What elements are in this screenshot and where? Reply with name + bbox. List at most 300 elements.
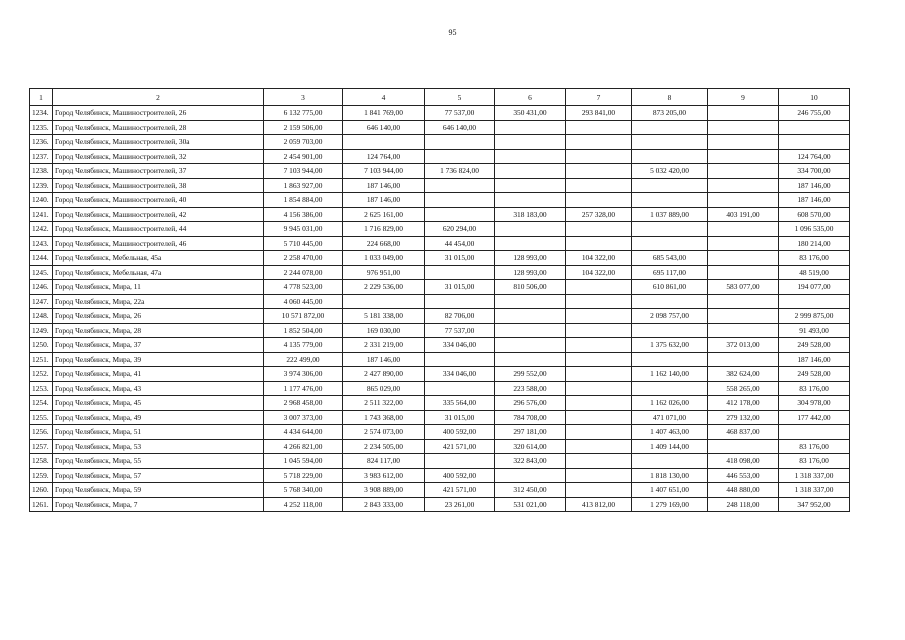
value-cell [708, 323, 779, 338]
address-cell: Город Челябинск, Мира, 51 [53, 425, 264, 440]
value-cell: 1 162 140,00 [632, 367, 708, 382]
value-cell [495, 193, 566, 208]
value-cell [708, 193, 779, 208]
value-cell [708, 251, 779, 266]
row-number-cell: 1239. [30, 178, 53, 193]
value-cell: 334 700,00 [779, 164, 850, 179]
address-cell: Город Челябинск, Машиностроителей, 26 [53, 106, 264, 121]
value-cell: 347 952,00 [779, 497, 850, 512]
value-cell: 248 118,00 [708, 497, 779, 512]
table-row [30, 164, 850, 179]
address-cell: Город Челябинск, Мебельная, 47а [53, 265, 264, 280]
row-number-cell: 1251. [30, 352, 53, 367]
value-cell [566, 294, 632, 309]
value-cell [425, 352, 495, 367]
value-cell: 2 843 333,00 [343, 497, 425, 512]
value-cell [708, 135, 779, 150]
value-cell: 2 059 703,00 [264, 135, 343, 150]
value-cell: 382 624,00 [708, 367, 779, 382]
value-cell [566, 323, 632, 338]
value-cell [632, 120, 708, 135]
value-cell: 1 736 824,00 [425, 164, 495, 179]
value-cell [708, 236, 779, 251]
value-cell: 2 511 322,00 [343, 396, 425, 411]
column-header-1: 1 [30, 89, 53, 106]
value-cell: 2 625 161,00 [343, 207, 425, 222]
value-cell: 320 614,00 [495, 439, 566, 454]
value-cell: 180 214,00 [779, 236, 850, 251]
value-cell [779, 294, 850, 309]
row-number-cell: 1246. [30, 280, 53, 295]
value-cell: 9 945 031,00 [264, 222, 343, 237]
row-number-cell: 1235. [30, 120, 53, 135]
value-cell: 169 030,00 [343, 323, 425, 338]
table-row [30, 338, 850, 353]
value-cell [632, 236, 708, 251]
value-cell: 400 592,00 [425, 425, 495, 440]
address-cell: Город Челябинск, Мира, 57 [53, 468, 264, 483]
value-cell: 4 778 523,00 [264, 280, 343, 295]
value-cell: 4 156 386,00 [264, 207, 343, 222]
value-cell: 1 037 889,00 [632, 207, 708, 222]
address-cell: Город Челябинск, Мира, 28 [53, 323, 264, 338]
address-cell: Город Челябинск, Мира, 43 [53, 381, 264, 396]
value-cell: 413 812,00 [566, 497, 632, 512]
address-cell: Город Челябинск, Мира, 7 [53, 497, 264, 512]
address-cell: Город Челябинск, Машиностроителей, 32 [53, 149, 264, 164]
value-cell: 1 818 130,00 [632, 468, 708, 483]
row-number-cell: 1256. [30, 425, 53, 440]
row-number-cell: 1236. [30, 135, 53, 150]
value-cell: 279 132,00 [708, 410, 779, 425]
value-cell [708, 178, 779, 193]
value-cell: 249 528,00 [779, 338, 850, 353]
value-cell: 2 098 757,00 [632, 309, 708, 324]
value-cell: 810 506,00 [495, 280, 566, 295]
row-number-cell: 1258. [30, 454, 53, 469]
value-cell: 222 499,00 [264, 352, 343, 367]
value-cell [566, 222, 632, 237]
value-cell [566, 396, 632, 411]
value-cell: 187 146,00 [779, 178, 850, 193]
table-row [30, 135, 850, 150]
value-cell: 1 177 476,00 [264, 381, 343, 396]
value-cell: 2 159 506,00 [264, 120, 343, 135]
address-cell: Город Челябинск, Мира, 55 [53, 454, 264, 469]
table-row [30, 106, 850, 121]
row-number-cell: 1243. [30, 236, 53, 251]
table-row [30, 454, 850, 469]
value-cell: 350 431,00 [495, 106, 566, 121]
address-cell: Город Челябинск, Машиностроителей, 40 [53, 193, 264, 208]
value-cell: 31 015,00 [425, 251, 495, 266]
value-cell: 400 592,00 [425, 468, 495, 483]
value-cell: 412 178,00 [708, 396, 779, 411]
column-header-9: 9 [708, 89, 779, 106]
column-header-6: 6 [495, 89, 566, 106]
value-cell: 403 191,00 [708, 207, 779, 222]
table-row [30, 236, 850, 251]
value-cell: 334 046,00 [425, 367, 495, 382]
value-cell: 187 146,00 [343, 193, 425, 208]
value-cell: 83 176,00 [779, 251, 850, 266]
value-cell [425, 149, 495, 164]
row-number-cell: 1242. [30, 222, 53, 237]
value-cell: 418 098,00 [708, 454, 779, 469]
row-number-cell: 1244. [30, 251, 53, 266]
value-cell [779, 120, 850, 135]
row-number-cell: 1248. [30, 309, 53, 324]
table-row [30, 323, 850, 338]
value-cell: 4 060 445,00 [264, 294, 343, 309]
value-cell: 1 279 169,00 [632, 497, 708, 512]
row-number-cell: 1261. [30, 497, 53, 512]
value-cell: 1 409 144,00 [632, 439, 708, 454]
address-cell: Город Челябинск, Машиностроителей, 28 [53, 120, 264, 135]
value-cell: 334 046,00 [425, 338, 495, 353]
value-cell: 2 258 470,00 [264, 251, 343, 266]
address-cell: Город Челябинск, Машиностроителей, 30а [53, 135, 264, 150]
value-cell: 91 493,00 [779, 323, 850, 338]
table-row [30, 309, 850, 324]
value-cell: 446 553,00 [708, 468, 779, 483]
value-cell [566, 178, 632, 193]
value-cell [495, 120, 566, 135]
address-cell: Город Челябинск, Мира, 41 [53, 367, 264, 382]
value-cell: 471 071,00 [632, 410, 708, 425]
value-cell: 128 993,00 [495, 265, 566, 280]
value-cell [632, 352, 708, 367]
value-cell [495, 338, 566, 353]
value-cell: 2 234 505,00 [343, 439, 425, 454]
address-cell: Город Челябинск, Мира, 22а [53, 294, 264, 309]
row-number-cell: 1237. [30, 149, 53, 164]
value-cell [495, 468, 566, 483]
value-cell: 421 571,00 [425, 439, 495, 454]
value-cell: 1 375 632,00 [632, 338, 708, 353]
value-cell: 177 442,00 [779, 410, 850, 425]
value-cell [708, 106, 779, 121]
value-cell: 2 331 219,00 [343, 338, 425, 353]
row-number-cell: 1245. [30, 265, 53, 280]
value-cell: 685 543,00 [632, 251, 708, 266]
value-cell [566, 164, 632, 179]
table-body [30, 106, 850, 512]
value-cell: 249 528,00 [779, 367, 850, 382]
row-number-cell: 1240. [30, 193, 53, 208]
value-cell: 77 537,00 [425, 323, 495, 338]
value-cell [632, 135, 708, 150]
value-cell: 1 743 368,00 [343, 410, 425, 425]
value-cell [425, 381, 495, 396]
value-cell: 3 983 612,00 [343, 468, 425, 483]
value-cell [708, 294, 779, 309]
value-cell: 299 552,00 [495, 367, 566, 382]
value-cell: 1 033 049,00 [343, 251, 425, 266]
address-cell: Город Челябинск, Машиностроителей, 42 [53, 207, 264, 222]
value-cell: 124 764,00 [343, 149, 425, 164]
table-row [30, 251, 850, 266]
value-cell [495, 294, 566, 309]
value-cell [495, 222, 566, 237]
value-cell [708, 265, 779, 280]
value-cell [632, 193, 708, 208]
value-cell: 3 007 373,00 [264, 410, 343, 425]
page-number: 95 [448, 28, 457, 37]
table-header-row [30, 89, 850, 106]
value-cell [566, 483, 632, 498]
value-cell: 44 454,00 [425, 236, 495, 251]
value-cell: 83 176,00 [779, 381, 850, 396]
value-cell: 695 117,00 [632, 265, 708, 280]
value-cell: 296 576,00 [495, 396, 566, 411]
row-number-cell: 1252. [30, 367, 53, 382]
table-row [30, 294, 850, 309]
value-cell [495, 236, 566, 251]
value-cell [495, 178, 566, 193]
row-number-cell: 1238. [30, 164, 53, 179]
table-row [30, 497, 850, 512]
value-cell: 1 318 337,00 [779, 468, 850, 483]
value-cell: 194 077,00 [779, 280, 850, 295]
value-cell: 31 015,00 [425, 280, 495, 295]
value-cell: 372 013,00 [708, 338, 779, 353]
column-header-8: 8 [632, 89, 708, 106]
value-cell: 2 427 890,00 [343, 367, 425, 382]
value-cell: 1 162 026,00 [632, 396, 708, 411]
value-cell [566, 425, 632, 440]
value-cell [495, 164, 566, 179]
row-number-cell: 1259. [30, 468, 53, 483]
value-cell: 257 328,00 [566, 207, 632, 222]
value-cell: 5 718 229,00 [264, 468, 343, 483]
value-cell: 5 768 340,00 [264, 483, 343, 498]
value-cell: 318 183,00 [495, 207, 566, 222]
value-cell: 2 244 078,00 [264, 265, 343, 280]
table-row [30, 120, 850, 135]
value-cell: 2 574 073,00 [343, 425, 425, 440]
address-cell: Город Челябинск, Машиностроителей, 37 [53, 164, 264, 179]
value-cell: 10 571 872,00 [264, 309, 343, 324]
table-row [30, 193, 850, 208]
value-cell: 48 519,00 [779, 265, 850, 280]
table-row [30, 280, 850, 295]
value-cell: 608 570,00 [779, 207, 850, 222]
data-table [29, 88, 850, 512]
value-cell: 5 032 420,00 [632, 164, 708, 179]
table-row [30, 396, 850, 411]
value-cell [708, 222, 779, 237]
table-row [30, 149, 850, 164]
value-cell [566, 439, 632, 454]
value-cell: 104 322,00 [566, 265, 632, 280]
address-cell: Город Челябинск, Мира, 45 [53, 396, 264, 411]
value-cell [343, 294, 425, 309]
value-cell [495, 149, 566, 164]
value-cell [566, 468, 632, 483]
value-cell [708, 439, 779, 454]
value-cell: 223 588,00 [495, 381, 566, 396]
value-cell: 976 951,00 [343, 265, 425, 280]
value-cell: 187 146,00 [343, 178, 425, 193]
address-cell: Город Челябинск, Мира, 53 [53, 439, 264, 454]
value-cell [495, 323, 566, 338]
value-cell: 31 015,00 [425, 410, 495, 425]
row-number-cell: 1247. [30, 294, 53, 309]
value-cell: 4 252 118,00 [264, 497, 343, 512]
row-number-cell: 1241. [30, 207, 53, 222]
value-cell [495, 135, 566, 150]
value-cell [566, 454, 632, 469]
value-cell [632, 149, 708, 164]
value-cell: 1 854 884,00 [264, 193, 343, 208]
value-cell [632, 294, 708, 309]
value-cell: 421 571,00 [425, 483, 495, 498]
value-cell: 873 205,00 [632, 106, 708, 121]
value-cell [566, 120, 632, 135]
value-cell [566, 309, 632, 324]
address-cell: Город Челябинск, Машиностроителей, 46 [53, 236, 264, 251]
row-number-cell: 1234. [30, 106, 53, 121]
row-number-cell: 1253. [30, 381, 53, 396]
value-cell [708, 309, 779, 324]
value-cell: 1 045 594,00 [264, 454, 343, 469]
value-cell: 646 140,00 [343, 120, 425, 135]
value-cell: 23 261,00 [425, 497, 495, 512]
value-cell: 865 029,00 [343, 381, 425, 396]
value-cell [425, 135, 495, 150]
value-cell [425, 454, 495, 469]
address-cell: Город Челябинск, Машиностроителей, 38 [53, 178, 264, 193]
value-cell: 1 407 463,00 [632, 425, 708, 440]
value-cell: 312 450,00 [495, 483, 566, 498]
value-cell: 83 176,00 [779, 454, 850, 469]
value-cell: 246 755,00 [779, 106, 850, 121]
value-cell [708, 120, 779, 135]
address-cell: Город Челябинск, Мира, 26 [53, 309, 264, 324]
value-cell: 187 146,00 [779, 193, 850, 208]
value-cell [425, 178, 495, 193]
value-cell: 1 096 535,00 [779, 222, 850, 237]
value-cell: 4 266 821,00 [264, 439, 343, 454]
value-cell: 2 968 458,00 [264, 396, 343, 411]
value-cell [566, 236, 632, 251]
row-number-cell: 1250. [30, 338, 53, 353]
column-header-3: 3 [264, 89, 343, 106]
value-cell: 297 181,00 [495, 425, 566, 440]
table-row [30, 439, 850, 454]
value-cell: 4 135 779,00 [264, 338, 343, 353]
value-cell: 620 294,00 [425, 222, 495, 237]
column-header-7: 7 [566, 89, 632, 106]
value-cell: 335 564,00 [425, 396, 495, 411]
value-cell [425, 207, 495, 222]
row-number-cell: 1249. [30, 323, 53, 338]
value-cell [708, 352, 779, 367]
value-cell [708, 149, 779, 164]
value-cell: 3 974 306,00 [264, 367, 343, 382]
value-cell [425, 193, 495, 208]
column-header-5: 5 [425, 89, 495, 106]
address-cell: Город Челябинск, Мира, 59 [53, 483, 264, 498]
value-cell: 610 861,00 [632, 280, 708, 295]
table-row [30, 483, 850, 498]
table-row [30, 222, 850, 237]
value-cell: 1 852 504,00 [264, 323, 343, 338]
address-cell: Город Челябинск, Мира, 49 [53, 410, 264, 425]
value-cell [632, 222, 708, 237]
row-number-cell: 1260. [30, 483, 53, 498]
value-cell: 104 322,00 [566, 251, 632, 266]
value-cell: 7 103 944,00 [264, 164, 343, 179]
value-cell [566, 381, 632, 396]
table-row [30, 381, 850, 396]
value-cell: 293 841,00 [566, 106, 632, 121]
table-row [30, 425, 850, 440]
column-header-10: 10 [779, 89, 850, 106]
value-cell: 2 999 875,00 [779, 309, 850, 324]
value-cell: 187 146,00 [343, 352, 425, 367]
value-cell: 5 710 445,00 [264, 236, 343, 251]
value-cell: 1 841 769,00 [343, 106, 425, 121]
table-row [30, 410, 850, 425]
value-cell: 6 132 775,00 [264, 106, 343, 121]
value-cell: 4 434 644,00 [264, 425, 343, 440]
value-cell [632, 178, 708, 193]
value-cell [632, 323, 708, 338]
value-cell [566, 149, 632, 164]
value-cell: 83 176,00 [779, 439, 850, 454]
value-cell: 304 978,00 [779, 396, 850, 411]
row-number-cell: 1254. [30, 396, 53, 411]
table-row [30, 178, 850, 193]
table-row [30, 352, 850, 367]
value-cell: 5 181 338,00 [343, 309, 425, 324]
value-cell [566, 135, 632, 150]
table-row [30, 265, 850, 280]
value-cell: 583 077,00 [708, 280, 779, 295]
value-cell: 322 843,00 [495, 454, 566, 469]
value-cell [343, 135, 425, 150]
address-cell: Город Челябинск, Мира, 37 [53, 338, 264, 353]
value-cell: 1 716 829,00 [343, 222, 425, 237]
value-cell: 448 880,00 [708, 483, 779, 498]
table-row [30, 207, 850, 222]
address-cell: Город Челябинск, Мебельная, 45а [53, 251, 264, 266]
table-row [30, 367, 850, 382]
value-cell: 82 706,00 [425, 309, 495, 324]
address-cell: Город Челябинск, Мира, 11 [53, 280, 264, 295]
column-header-4: 4 [343, 89, 425, 106]
value-cell: 224 668,00 [343, 236, 425, 251]
value-cell: 824 117,00 [343, 454, 425, 469]
value-cell [425, 294, 495, 309]
column-header-2: 2 [53, 89, 264, 106]
value-cell [566, 193, 632, 208]
row-number-cell: 1257. [30, 439, 53, 454]
value-cell [708, 164, 779, 179]
value-cell: 2 229 536,00 [343, 280, 425, 295]
row-number-cell: 1255. [30, 410, 53, 425]
value-cell: 468 837,00 [708, 425, 779, 440]
value-cell: 531 021,00 [495, 497, 566, 512]
value-cell: 7 103 944,00 [343, 164, 425, 179]
value-cell [632, 381, 708, 396]
value-cell [779, 425, 850, 440]
value-cell [425, 265, 495, 280]
value-cell: 558 265,00 [708, 381, 779, 396]
value-cell [566, 280, 632, 295]
